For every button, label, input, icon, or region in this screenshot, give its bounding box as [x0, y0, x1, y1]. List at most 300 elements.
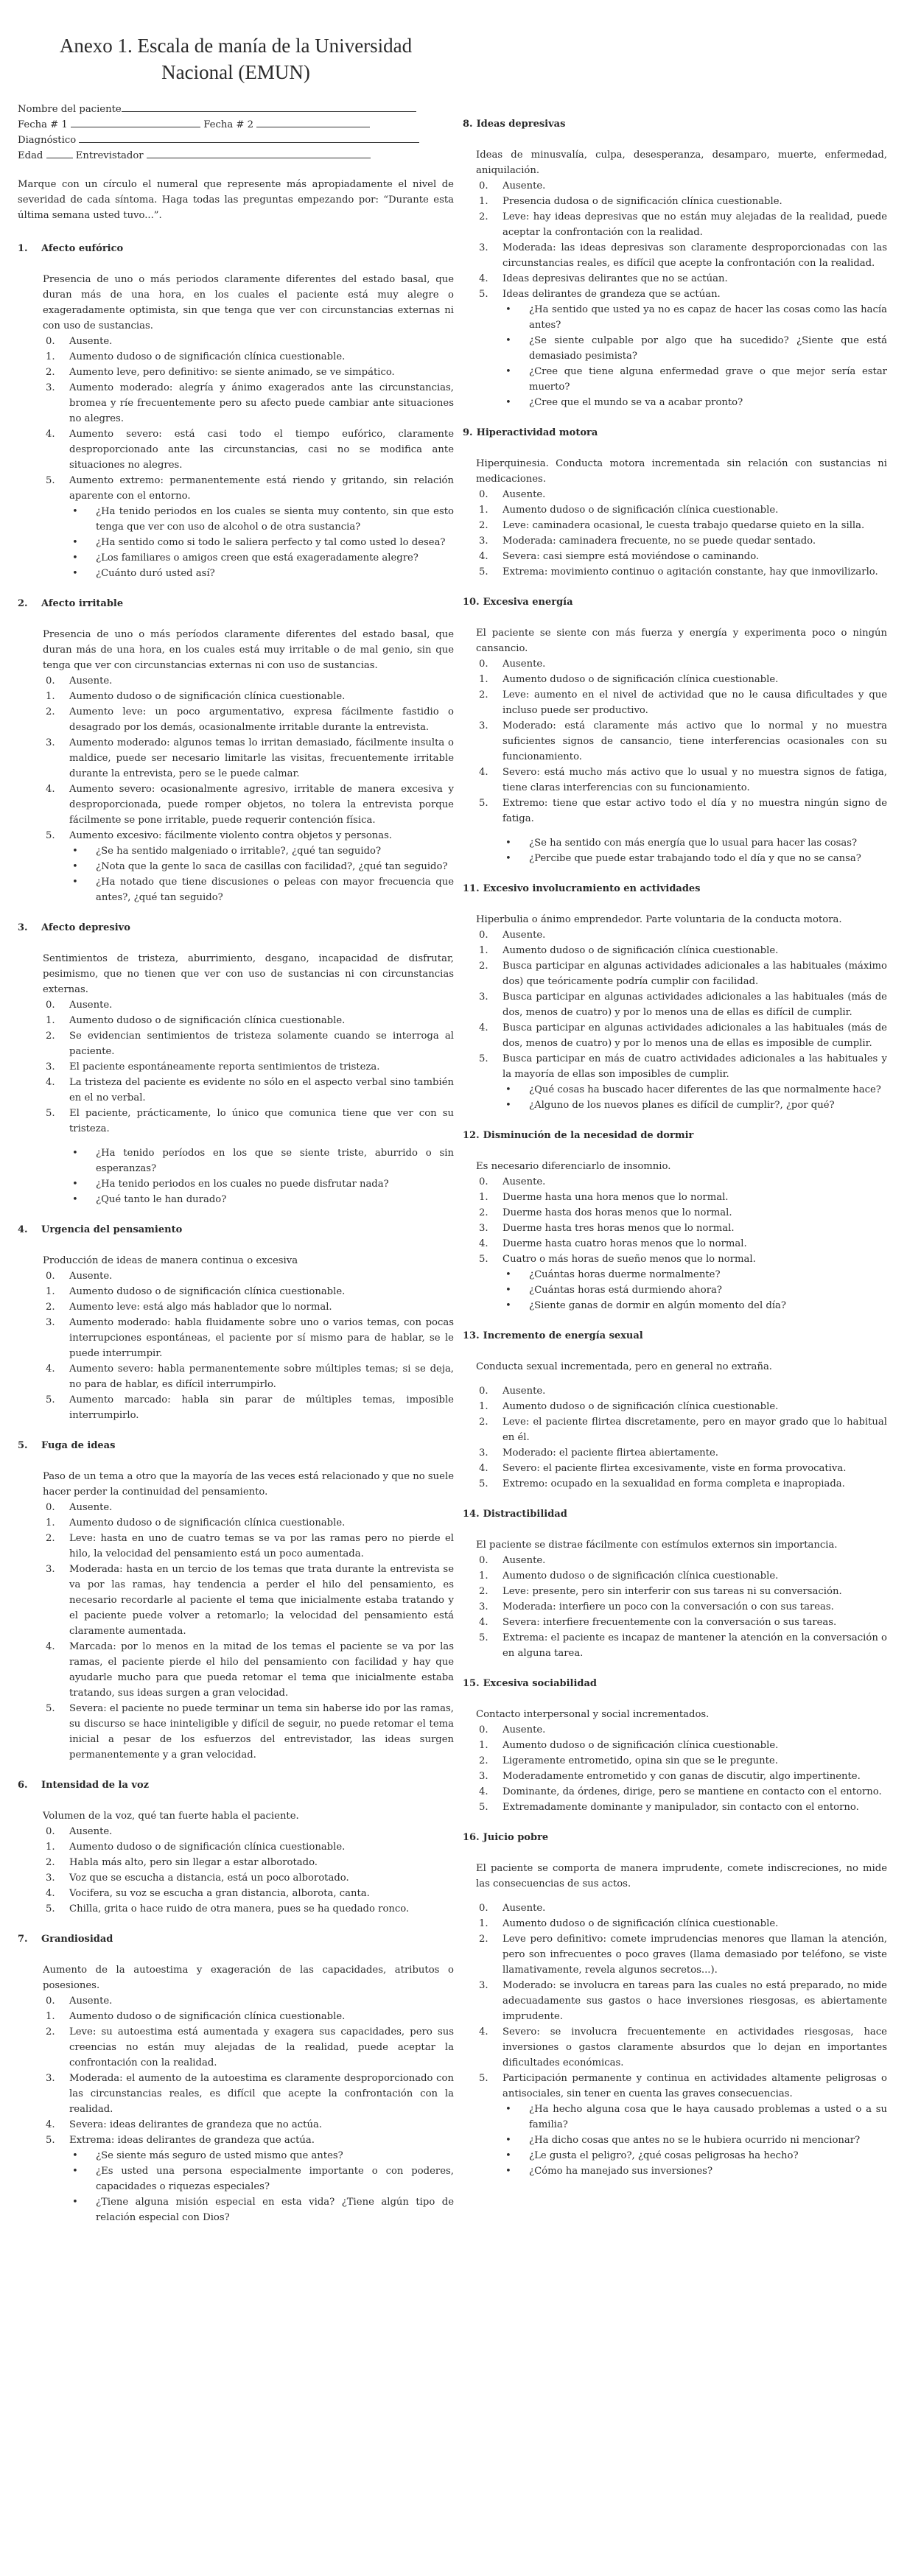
severity-number[interactable]: 3. [46, 382, 55, 393]
severity-number[interactable]: 5. [479, 798, 488, 809]
severity-number[interactable]: 2. [46, 706, 55, 717]
severity-number[interactable]: 5. [46, 1903, 55, 1915]
severity-description: Aumento leve: un poco argumentativo, expresa fácilmente fastidio o desagrado por los demás, ocasionalmente irritable durante la entrevista. [69, 706, 454, 733]
severity-level[interactable] [476, 240, 887, 271]
probe-questions [43, 504, 454, 581]
probe-question [502, 851, 887, 866]
severity-description: Busca participar en algunas actividades adicionales a las habituales (más de dos, menos de cuatro) y por lo menos una de ellas es imposible de cumplir. [502, 1022, 887, 1049]
severity-description: Ausente. [69, 1000, 113, 1011]
severity-description: Ausente. [502, 1724, 546, 1736]
severity-level[interactable] [476, 1190, 887, 1205]
severity-number[interactable]: 2. [479, 1207, 488, 1218]
item-title: Distractibilidad [483, 1509, 567, 1520]
severity-level[interactable] [476, 1722, 887, 1738]
severity-number[interactable]: 4. [46, 1888, 55, 1899]
severity-number[interactable]: 0. [46, 1996, 55, 2007]
severity-level[interactable] [476, 1784, 887, 1800]
severity-description: Moderadamente entrometido y con ganas de discutir, algo impertinente. [502, 1771, 861, 1782]
severity-number[interactable]: 2. [46, 1302, 55, 1313]
severity-number[interactable]: 5. [479, 2073, 488, 2084]
item-number: 7. [18, 1934, 28, 1945]
severity-number[interactable]: 1. [46, 2011, 55, 2022]
severity-number[interactable]: 4. [479, 273, 488, 284]
severity-description: Aumento dudoso o de significación clínica cuestionable. [69, 1842, 346, 1853]
severity-number[interactable]: 0. [479, 1386, 488, 1397]
severity-number[interactable]: 2. [46, 1857, 55, 1868]
severity-number[interactable]: 2. [479, 211, 488, 222]
severity-level[interactable] [43, 2071, 454, 2117]
severity-level[interactable] [476, 1476, 887, 1492]
item-heading [463, 1508, 887, 1521]
severity-number[interactable]: 3. [479, 536, 488, 547]
severity-number[interactable]: 3. [46, 1317, 55, 1328]
severity-number[interactable]: 2. [46, 2026, 55, 2038]
probe-text: ¿Ha hecho alguna cosa que le haya causado problemas a usted o a su familia? [529, 2104, 887, 2130]
severity-number[interactable]: 2. [479, 520, 488, 531]
severity-level[interactable] [43, 735, 454, 782]
severity-number[interactable]: 1. [479, 505, 488, 516]
severity-number[interactable]: 3. [479, 1601, 488, 1612]
severity-description: Aumento extremo: permanentemente está riendo y gritando, sin relación aparente con el entorno. [69, 475, 454, 502]
severity-level[interactable] [43, 1886, 454, 1901]
severity-number[interactable]: 1. [479, 1401, 488, 1412]
severity-number[interactable]: 4. [46, 784, 55, 795]
item-heading [18, 922, 454, 935]
severity-level[interactable] [43, 1515, 454, 1531]
severity-number[interactable]: 3. [479, 1771, 488, 1782]
bullet-icon: • [505, 2150, 511, 2161]
severity-level[interactable] [43, 782, 454, 828]
severity-description: Aumento moderado: algunos temas lo irritan demasiado, fácilmente insulta o maldice, puede ser necesario limitarle las visitas, frecuentemente irritable durante la entrevista, pero se le puede calmar. [69, 737, 454, 779]
item-description: Sentimientos de tristeza, aburrimiento, desgano, incapacidad de disfrutar, pesimismo, que no tienen que ver con uso de sustancias ni con circunstancias externas. [43, 953, 454, 995]
severity-level[interactable] [476, 687, 887, 718]
severity-number[interactable]: 3. [479, 1223, 488, 1234]
severity-number[interactable]: 3. [46, 1061, 55, 1073]
severity-level[interactable] [43, 380, 454, 427]
severity-level[interactable] [476, 1568, 887, 1584]
severity-level[interactable] [43, 1361, 454, 1392]
severity-level[interactable] [476, 796, 887, 827]
severity-levels [43, 1500, 454, 1763]
severity-number[interactable]: 0. [46, 1271, 55, 1282]
severity-number[interactable]: 1. [479, 1192, 488, 1203]
probe-question [502, 2148, 887, 2163]
severity-level[interactable] [476, 1174, 887, 1190]
item-body [43, 1962, 454, 2225]
severity-number[interactable]: 0. [479, 1176, 488, 1187]
age-field[interactable] [46, 148, 73, 158]
severity-number[interactable]: 0. [479, 489, 488, 500]
age-label: Edad [18, 150, 43, 161]
date1-field[interactable] [71, 117, 200, 127]
severity-description: El paciente espontáneamente reporta sentimientos de tristeza. [69, 1061, 380, 1073]
interviewer-field[interactable] [147, 148, 371, 158]
patient-name-label: Nombre del paciente [18, 104, 122, 115]
severity-number[interactable]: 1. [479, 196, 488, 207]
probe-question [502, 364, 887, 395]
severity-number[interactable]: 4. [479, 551, 488, 562]
severity-number[interactable]: 3. [479, 1447, 488, 1459]
severity-level[interactable] [43, 1500, 454, 1515]
severity-number[interactable]: 5. [479, 1632, 488, 1643]
severity-level[interactable] [476, 1205, 887, 1221]
severity-description: Extremadamente dominante y manipulador, sin contacto con el entorno. [502, 1802, 859, 1813]
severity-description: Vocifera, su voz se escucha a gran distancia, alborota, canta. [69, 1888, 370, 1899]
severity-level[interactable] [476, 1020, 887, 1051]
severity-number[interactable]: 2. [479, 1755, 488, 1766]
severity-number[interactable]: 0. [46, 675, 55, 687]
severity-number[interactable]: 1. [479, 1570, 488, 1582]
severity-level[interactable] [476, 1753, 887, 1769]
severity-level[interactable] [476, 1630, 887, 1661]
severity-number[interactable]: 4. [479, 767, 488, 778]
severity-description: Duerme hasta cuatro horas menos que lo normal. [502, 1238, 747, 1249]
severity-number[interactable]: 4. [479, 1617, 488, 1628]
severity-level[interactable] [43, 349, 454, 365]
severity-level[interactable] [476, 178, 887, 194]
severity-number[interactable]: 2. [479, 689, 488, 701]
severity-level[interactable] [476, 656, 887, 672]
severity-description: Presencia dudosa o de significación clínica cuestionable. [502, 196, 782, 207]
severity-level[interactable] [476, 943, 887, 958]
item-heading [463, 1677, 887, 1691]
severity-number[interactable]: 4. [46, 2119, 55, 2130]
item-heading [463, 596, 887, 609]
severity-level[interactable] [476, 1978, 887, 2024]
severity-level[interactable] [43, 1075, 454, 1106]
item-description: Aumento de la autoestima y exageración de las capacidades, atributos o posesiones. [43, 1965, 454, 1991]
severity-level[interactable] [476, 927, 887, 943]
severity-level[interactable] [476, 672, 887, 687]
bullet-icon: • [72, 846, 78, 857]
severity-description: Leve: hasta en uno de cuatro temas se va por las ramas pero no pierde el hilo, la velocidad del pensamiento está un poco aumentada. [69, 1533, 454, 1559]
item-description: Hiperquinesia. Conducta motora incrementada sin relación con sustancias ni medicaciones. [476, 458, 887, 485]
severity-level[interactable] [476, 1051, 887, 1082]
severity-number[interactable]: 0. [46, 1000, 55, 1011]
severity-level[interactable] [43, 334, 454, 349]
severity-number[interactable]: 1. [46, 1517, 55, 1529]
severity-level[interactable] [43, 1059, 454, 1075]
probe-question [69, 1192, 454, 1207]
severity-number[interactable]: 2. [479, 1934, 488, 1945]
severity-level[interactable] [43, 704, 454, 735]
severity-level[interactable] [43, 1870, 454, 1886]
severity-level[interactable] [476, 958, 887, 989]
severity-level[interactable] [476, 194, 887, 209]
severity-number[interactable]: 2. [479, 961, 488, 972]
diagnosis-row [18, 133, 454, 148]
severity-description: Moderada: hasta en un tercio de los temas que trata durante la entrevista se va por las ramas, hay tendencia a perder el hilo del pensamiento, es necesario recordarle al paciente el tema que inicialmente estaba tratando y el paciente puede volver a retomarlo; la velocidad del pensamiento está claramente aumentada. [69, 1564, 454, 1637]
severity-level[interactable] [43, 1839, 454, 1855]
severity-number[interactable]: 5. [46, 830, 55, 841]
severity-number[interactable]: 0. [479, 930, 488, 941]
severity-number[interactable]: 3. [46, 737, 55, 748]
severity-level[interactable] [43, 1106, 454, 1137]
severity-description: Ausente. [502, 1555, 546, 1566]
patient-form [18, 102, 454, 164]
severity-description: Ausente. [69, 675, 113, 687]
severity-number[interactable]: 3. [46, 1873, 55, 1884]
severity-number[interactable]: 0. [46, 1502, 55, 1513]
severity-level[interactable] [476, 518, 887, 533]
severity-number[interactable]: 0. [479, 180, 488, 192]
scale-item-6 [18, 1779, 454, 1917]
severity-number[interactable]: 2. [479, 1586, 488, 1597]
diagnosis-field[interactable] [79, 133, 419, 143]
severity-number[interactable]: 2. [46, 1031, 55, 1042]
severity-number[interactable]: 3. [46, 1564, 55, 1575]
severity-number[interactable]: 5. [479, 1254, 488, 1265]
probe-question [502, 1098, 887, 1113]
severity-number[interactable]: 5. [479, 289, 488, 300]
severity-number[interactable]: 0. [479, 1555, 488, 1566]
item-body [476, 625, 887, 866]
severity-level[interactable] [43, 2117, 454, 2133]
severity-number[interactable]: 3. [46, 2073, 55, 2084]
severity-level[interactable] [43, 1028, 454, 1059]
severity-number[interactable]: 5. [46, 1703, 55, 1714]
severity-level[interactable] [476, 1236, 887, 1252]
severity-level[interactable] [43, 1562, 454, 1639]
severity-number[interactable]: 1. [479, 945, 488, 956]
item-number: 9. [463, 427, 473, 438]
item-body [476, 456, 887, 580]
bullet-icon: • [505, 853, 511, 864]
severity-level[interactable] [476, 718, 887, 765]
severity-level[interactable] [43, 1824, 454, 1839]
item-heading [18, 1439, 454, 1453]
severity-number[interactable]: 2. [46, 367, 55, 378]
severity-level[interactable] [43, 1013, 454, 1028]
item-body [476, 1537, 887, 1661]
severity-level[interactable] [476, 1931, 887, 1978]
item-title: Hiperactividad motora [476, 427, 598, 438]
severity-level[interactable] [43, 1531, 454, 1562]
severity-level[interactable] [476, 765, 887, 796]
severity-number[interactable]: 4. [479, 2026, 488, 2038]
severity-level[interactable] [43, 365, 454, 380]
severity-number[interactable]: 5. [479, 1478, 488, 1489]
severity-level[interactable] [476, 2024, 887, 2071]
probe-question [69, 504, 454, 535]
bullet-icon: • [72, 1179, 78, 1190]
severity-level[interactable] [43, 1284, 454, 1299]
severity-number[interactable]: 4. [479, 1786, 488, 1797]
scale-item-13 [463, 1330, 887, 1492]
severity-number[interactable]: 4. [46, 1641, 55, 1652]
item-heading [463, 118, 887, 131]
severity-number[interactable]: 1. [46, 1842, 55, 1853]
item-body [43, 1253, 454, 1423]
severity-level[interactable] [43, 1901, 454, 1917]
date2-field[interactable] [256, 117, 370, 127]
severity-number[interactable]: 5. [479, 566, 488, 578]
item-number: 14. [463, 1509, 480, 1520]
patient-name-field[interactable] [122, 102, 416, 112]
item-body [476, 1359, 887, 1492]
probe-text: ¿Nota que la gente lo saca de casillas con facilidad?, ¿qué tan seguido? [96, 861, 448, 872]
item-body [476, 1707, 887, 1815]
patient-name-row [18, 102, 454, 117]
severity-description: Aumento dudoso o de significación clínica cuestionable. [502, 1570, 779, 1582]
severity-level[interactable] [476, 487, 887, 502]
item-title: Excesiva sociabilidad [483, 1678, 598, 1689]
severity-level[interactable] [43, 1639, 454, 1701]
severity-level[interactable] [43, 689, 454, 704]
severity-number[interactable]: 1. [479, 1918, 488, 1929]
severity-level[interactable] [43, 473, 454, 504]
severity-number[interactable]: 4. [46, 1364, 55, 1375]
severity-number[interactable]: 5. [46, 2135, 55, 2146]
severity-level[interactable] [476, 1221, 887, 1236]
severity-level[interactable] [476, 1445, 887, 1461]
severity-description: Busca participar en algunas actividades adicionales a las habituales (más de dos, menos de cuatro) y por lo menos una de ellas es difícil de cumplir. [502, 992, 887, 1018]
severity-level[interactable] [476, 287, 887, 302]
severity-levels [476, 1383, 887, 1492]
item-heading [18, 597, 454, 611]
severity-number[interactable]: 3. [479, 242, 488, 253]
severity-number[interactable]: 2. [46, 1533, 55, 1544]
severity-number[interactable]: 0. [479, 1903, 488, 1914]
bullet-icon: • [505, 304, 511, 315]
bullet-icon: • [505, 1269, 511, 1280]
severity-number[interactable]: 4. [46, 1077, 55, 1088]
severity-description: Leve: hay ideas depresivas que no están muy alejadas de la realidad, puede aceptar la confrontación con la realidad. [502, 211, 887, 238]
probe-question [69, 843, 454, 859]
severity-levels [43, 334, 454, 504]
severity-level[interactable] [43, 2024, 454, 2071]
probe-text: ¿Se ha sentido con más energía que lo usual para hacer las cosas? [529, 838, 858, 849]
severity-level[interactable] [43, 1993, 454, 2009]
severity-level[interactable] [476, 1461, 887, 1476]
severity-description: Severa: interfiere frecuentemente con la conversación o sus tareas. [502, 1617, 837, 1628]
severity-number[interactable]: 1. [479, 1740, 488, 1751]
probe-question [502, 2163, 887, 2179]
severity-number[interactable]: 4. [479, 1238, 488, 1249]
item-description: Conducta sexual incrementada, pero en general no extraña. [476, 1361, 772, 1372]
severity-number[interactable]: 3. [479, 720, 488, 731]
probe-text: ¿Cree que el mundo se va a acabar pronto? [529, 397, 743, 408]
severity-levels [43, 997, 454, 1137]
severity-level[interactable] [43, 1299, 454, 1315]
probe-text: ¿Cómo ha manejado sus inversiones? [529, 2166, 713, 2177]
severity-number[interactable]: 1. [46, 351, 55, 362]
probe-question [502, 333, 887, 364]
severity-number[interactable]: 1. [46, 1015, 55, 1026]
severity-level[interactable] [476, 1383, 887, 1399]
item-title: Afecto eufórico [41, 243, 124, 254]
severity-level[interactable] [43, 1315, 454, 1361]
severity-level[interactable] [476, 271, 887, 287]
severity-level[interactable] [476, 1252, 887, 1267]
severity-level[interactable] [476, 533, 887, 549]
severity-number[interactable]: 5. [479, 1053, 488, 1064]
age-interviewer-row [18, 148, 454, 164]
severity-level[interactable] [476, 502, 887, 518]
severity-number[interactable]: 5. [46, 1108, 55, 1119]
item-title: Urgencia del pensamiento [41, 1224, 183, 1235]
severity-number[interactable]: 0. [46, 336, 55, 347]
scale-item-12 [463, 1129, 887, 1313]
severity-number[interactable]: 4. [479, 1022, 488, 1033]
severity-level[interactable] [476, 2071, 887, 2102]
bullet-icon: • [505, 1300, 511, 1311]
severity-number[interactable]: 2. [479, 1417, 488, 1428]
severity-level[interactable] [476, 1769, 887, 1784]
probe-question [69, 1176, 454, 1192]
severity-number[interactable]: 5. [46, 1394, 55, 1405]
severity-level[interactable] [476, 1901, 887, 1916]
severity-description: Aumento dudoso o de significación clínica cuestionable. [69, 2011, 346, 2022]
severity-level[interactable] [43, 1701, 454, 1763]
severity-number[interactable]: 3. [479, 992, 488, 1003]
severity-level[interactable] [43, 1268, 454, 1284]
severity-description: El paciente, prácticamente, lo único que comunica tiene que ver con su tristeza. [69, 1108, 454, 1134]
severity-level[interactable] [476, 209, 887, 240]
severity-level[interactable] [43, 427, 454, 473]
severity-description: Moderado: el paciente flirtea abiertamente. [502, 1447, 718, 1459]
severity-level[interactable] [476, 1738, 887, 1753]
title-line-1: Anexo 1. Escala de manía de la Universidad [59, 35, 413, 57]
severity-level[interactable] [476, 564, 887, 580]
item-description: Paso de un tema a otro que la mayoría de las veces está relacionado y que no suele hacer perder la continuidad del pensamiento. [43, 1471, 454, 1498]
severity-number[interactable]: 1. [46, 691, 55, 702]
severity-level[interactable] [476, 1615, 887, 1630]
severity-number[interactable]: 0. [479, 659, 488, 670]
severity-level[interactable] [476, 1584, 887, 1599]
item-title: Excesivo involucramiento en actividades [483, 883, 701, 894]
severity-description: Aumento severo: habla permanentemente sobre múltiples temas; si se deja, no para de hablar, es difícil interrumpirlo. [69, 1364, 454, 1390]
severity-level[interactable] [43, 1855, 454, 1870]
severity-number[interactable]: 5. [479, 1802, 488, 1813]
severity-level[interactable] [43, 828, 454, 843]
severity-number[interactable]: 5. [46, 475, 55, 486]
bullet-icon: • [505, 366, 511, 377]
probe-text: ¿Cuánto duró usted así? [96, 568, 215, 579]
probe-questions [476, 1267, 887, 1313]
severity-level[interactable] [43, 673, 454, 689]
probe-questions [43, 2148, 454, 2225]
severity-description: Busca participar en más de cuatro actividades adicionales a las habituales y la mayoría de ellas son imposibles de cumplir. [502, 1053, 887, 1080]
severity-number[interactable]: 0. [479, 1724, 488, 1736]
severity-level[interactable] [476, 1414, 887, 1445]
severity-level[interactable] [476, 549, 887, 564]
probe-questions [476, 1082, 887, 1113]
severity-level[interactable] [43, 2133, 454, 2148]
severity-description: Moderado: se involucra en tareas para las cuales no está preparado, no mide adecuadamente sus gastos o hace inversiones riesgosas, es abiertamente imprudente. [502, 1980, 887, 2022]
severity-level[interactable] [43, 997, 454, 1013]
severity-level[interactable] [476, 1399, 887, 1414]
severity-description: Severa: casi siempre está moviéndose o caminando. [502, 551, 760, 562]
item-heading [18, 1779, 454, 1792]
probe-question [69, 1145, 454, 1176]
severity-level[interactable] [476, 1553, 887, 1568]
bullet-icon: • [505, 2104, 511, 2115]
severity-level[interactable] [476, 989, 887, 1020]
severity-number[interactable]: 4. [479, 1463, 488, 1474]
severity-level[interactable] [43, 2009, 454, 2024]
severity-level[interactable] [476, 1916, 887, 1931]
severity-number[interactable]: 1. [479, 674, 488, 685]
severity-level[interactable] [476, 1800, 887, 1815]
severity-number[interactable]: 3. [479, 1980, 488, 1991]
severity-number[interactable]: 0. [46, 1826, 55, 1837]
severity-number[interactable]: 1. [46, 1286, 55, 1297]
severity-number[interactable]: 4. [46, 429, 55, 440]
probe-text: ¿Ha tenido períodos en los que se siente triste, aburrido o sin esperanzas? [96, 1148, 454, 1174]
severity-level[interactable] [476, 1599, 887, 1615]
severity-level[interactable] [43, 1392, 454, 1423]
